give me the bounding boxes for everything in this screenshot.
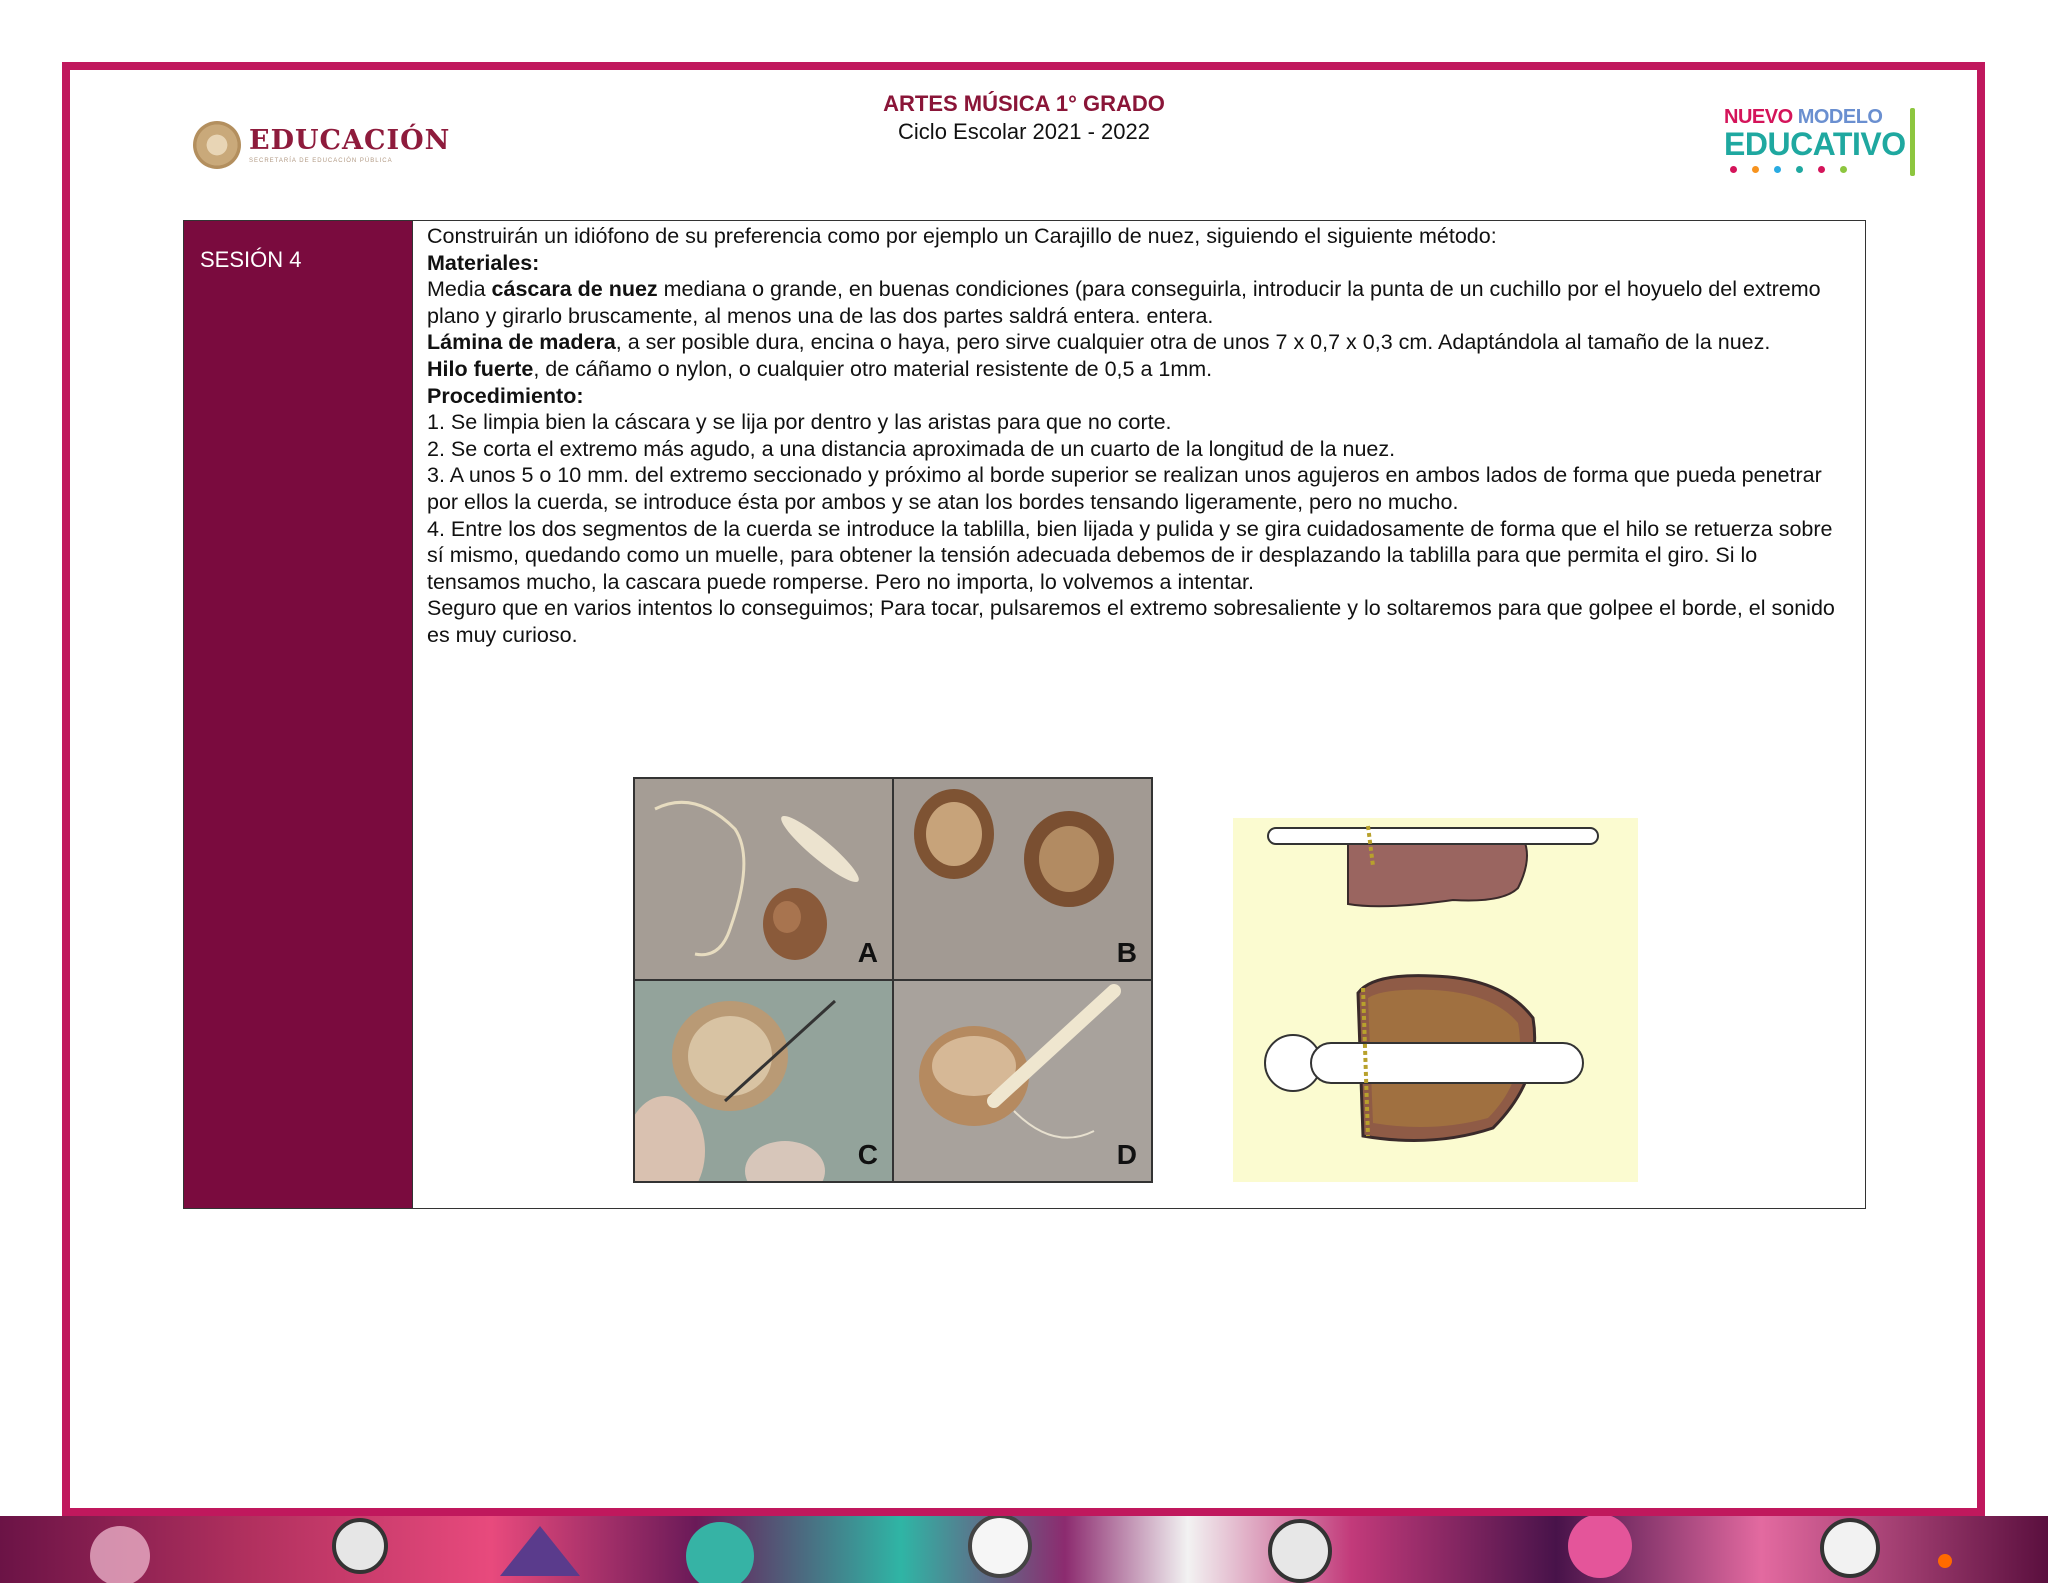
logo-dot (1774, 166, 1781, 173)
session-intro: Construirán un idiófono de su preferencia como por ejemplo un Carajillo de nuez, siguiendo el siguiente método: (427, 224, 1497, 248)
procedure-step: 2. Se corta el extremo más agudo, a una distancia aproximada de un cuarto de la longitud de la nuez. (427, 436, 1396, 461)
walnut-photo-grid (633, 777, 1153, 1183)
logo-dots (1730, 166, 1924, 173)
school-cycle: Ciclo Escolar 2021 - 2022 (898, 119, 1150, 144)
photo-label: D (1116, 1139, 1137, 1170)
photo-a (635, 779, 892, 979)
photo-d (894, 981, 1151, 1181)
photo-label: A (857, 937, 878, 968)
logo-bar (1910, 108, 1915, 176)
subject-title: ARTES MÚSICA 1° GRADO (883, 91, 1165, 116)
procedure-heading: Procedimiento: (427, 383, 584, 408)
photo-c (635, 981, 892, 1181)
procedure-step: 4. Entre los dos segmentos de la cuerda se introduce la tablilla, bien lijada y pulida y se gira cuidadosamente de forma que el hilo se retuerza sobre sí mismo, quedando como un muelle, para obtener la tensión adecuada debemos de ir desplazando la tablilla para que permita el giro. Si lo tensamos mucho, la cascara puede romperse. Pero no importa, lo volvemos a intentar. (427, 516, 1833, 594)
logo-dot (1752, 166, 1759, 173)
photo-b (894, 779, 1151, 979)
logo-word-nuevo: NUEVO (1724, 106, 1793, 128)
material-item: Media cáscara de nuez mediana o grande, en buenas condiciones (para conseguirla, introducir la punta de un cuchillo por el hoyuelo del extremo plano y girarlo bruscamente, al menos una de las dos partes saldrá entera. entera. (427, 277, 1821, 328)
session-label-cell (184, 221, 412, 1208)
procedure-closing: Seguro que en varios intentos lo conseguimos; Para tocar, pulsaremos el extremo sobresaliente y lo soltaremos para que golpee el borde, el sonido es muy curioso. (427, 596, 1835, 647)
logo-dot (1796, 166, 1803, 173)
logo-word-educativo: EDUCATIVO (1724, 126, 1906, 162)
session-label: SESIÓN 4 (200, 247, 302, 272)
logo-word-modelo: MODELO (1797, 106, 1883, 128)
procedure-step: 1. Se limpia bien la cáscara y se lija por dentro y las aristas para que no corte. (427, 410, 1172, 435)
carajillo-diagram (1233, 818, 1638, 1182)
document-header (770, 90, 1278, 146)
logo-dot (1840, 166, 1847, 173)
decorative-footer-art (0, 1516, 2048, 1583)
material-item: Hilo fuerte, de cáñamo o nylon, o cualquier otro material resistente de 0,5 a 1mm. (427, 356, 1213, 381)
photo-label: C (857, 1139, 878, 1170)
nuevo-modelo-educativo-logo (1724, 106, 1924, 180)
logo-dot (1818, 166, 1825, 173)
sep-logo-subtitle: SECRETARÍA DE EDUCACIÓN PÚBLICA (249, 158, 393, 164)
material-item: Lámina de madera, a ser posible dura, encina o haya, pero sirve cualquier otra de unos 7 x 0,7 x 0,3 cm. Adaptándola al tamaño de la nuez. (427, 330, 1771, 355)
sep-logo (193, 118, 450, 172)
national-seal-icon (193, 121, 241, 169)
session-content-cell (412, 221, 1865, 1208)
procedure-step: 3. A unos 5 o 10 mm. del extremo seccionado y próximo al borde superior se realizan unos agujeros en ambos lados de forma que pueda penetrar por ellos la cuerda, se introduce ésta por ambos y se atan los bordes tensando ligeramente, pero no mucho. (427, 463, 1822, 514)
materials-heading: Materiales: (427, 250, 540, 275)
sep-logo-title: EDUCACIÓN (249, 125, 451, 156)
photo-label: B (1116, 937, 1137, 968)
session-table (183, 220, 1866, 1209)
logo-dot (1730, 166, 1737, 173)
